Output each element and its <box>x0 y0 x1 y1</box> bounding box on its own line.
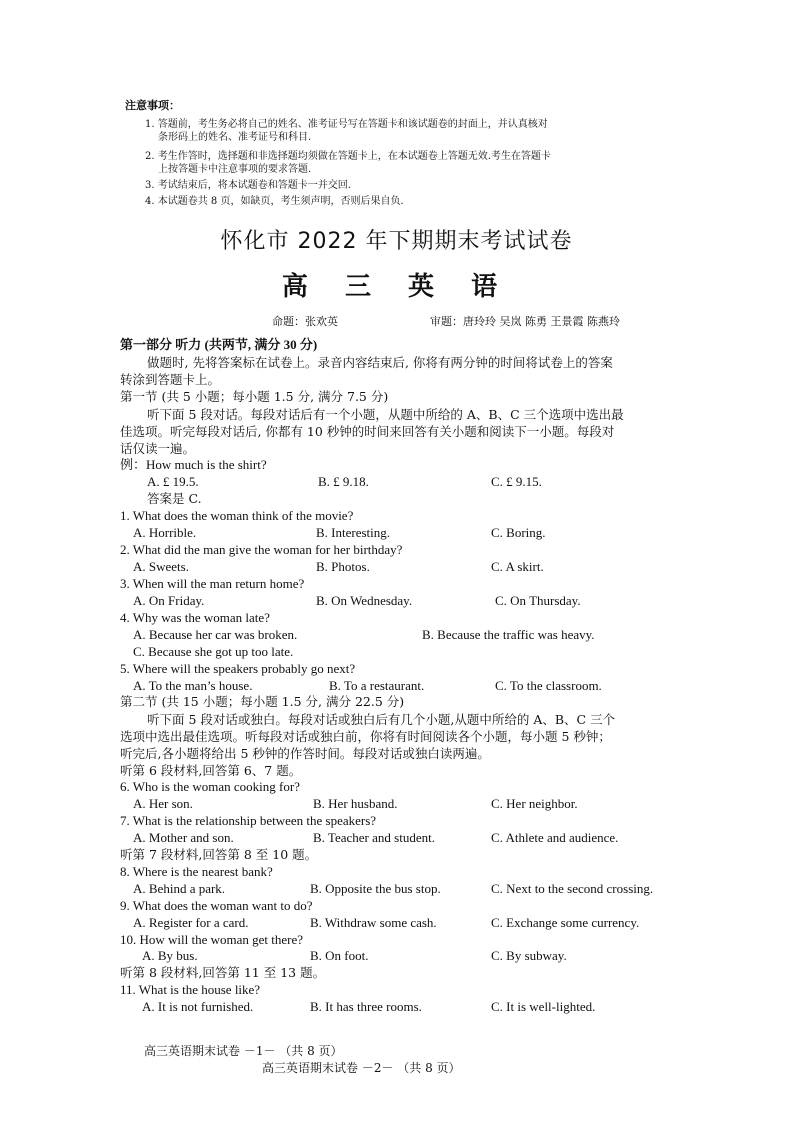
question-8: 8. Where is the nearest bank? <box>120 864 273 879</box>
q9-option-b: B. Withdraw some cash. <box>310 915 437 930</box>
q7-option-c: C. Athlete and audience. <box>491 830 619 845</box>
q11-option-a: A. It is not furnished. <box>142 999 254 1014</box>
section2-inst-1: 听下面 5 段对话或独白。每段对话或独白后有几个小题,从题中所给的 A、B、C 三个 <box>147 712 616 727</box>
question-4: 4. Why was the woman late? <box>120 610 270 625</box>
material-8-note: 听第 8 段材料,回答第 11 至 13 题。 <box>120 965 326 980</box>
q3-option-b: B. On Wednesday. <box>316 593 413 608</box>
q4-option-b: B. Because the traffic was heavy. <box>422 627 595 642</box>
q5-option-c: C. To the classroom. <box>495 678 602 693</box>
section1-inst-3: 话仅读一遍。 <box>120 441 196 456</box>
question-2: 2. What did the man give the woman for her birthday? <box>120 542 403 557</box>
exam-subtitle: 高 三 英 语 <box>281 272 512 302</box>
footer-page-2: 高三英语期末试卷 －2－ （共 8 页） <box>262 1061 461 1075</box>
notice-line-5: 3. 考试结束后，将本试题卷和答题卡一并交回. <box>145 180 351 191</box>
section2-inst-3: 听完后,各小题将给出 5 秒钟的作答时间。每段对话或独白读两遍。 <box>120 746 490 761</box>
section1-heading: 第一节 (共 5 小题；每小题 1.5 分, 满分 7.5 分) <box>120 389 389 404</box>
q8-option-c: C. Next to the second crossing. <box>491 881 654 896</box>
q9-option-a: A. Register for a card. <box>133 915 249 930</box>
q3-option-c: C. On Thursday. <box>495 593 581 608</box>
notice-line-3: 2. 考生作答时，选择题和非选择题均须做在答题卡上，在本试题卷上答题无效.考生在答题卡 <box>145 151 551 162</box>
q10-option-c: C. By subway. <box>491 948 567 963</box>
question-3: 3. When will the man return home? <box>120 576 305 591</box>
q7-option-a: A. Mother and son. <box>133 830 234 845</box>
q10-option-b: B. On foot. <box>310 948 369 963</box>
part1-intro-1: 做题时, 先将答案标在试卷上。录音内容结束后, 你将有两分钟的时间将试卷上的答案 <box>147 355 613 370</box>
q11-option-b: B. It has three rooms. <box>310 999 422 1014</box>
notice-line-6: 4. 本试题卷共 8 页，如缺页，考生须声明，否则后果自负. <box>145 196 404 207</box>
q6-option-c: C. Her neighbor. <box>491 796 578 811</box>
question-1: 1. What does the woman think of the movie? <box>120 508 354 523</box>
question-9: 9. What does the woman want to do? <box>120 898 313 913</box>
example-answer: 答案是 C. <box>147 491 202 506</box>
question-10: 10. How will the woman get there? <box>120 932 304 947</box>
example-question: 例：How much is the shirt? <box>120 457 267 472</box>
question-5: 5. Where will the speakers probably go next? <box>120 661 356 676</box>
notice-line-2: 条形码上的姓名、准考证号和科目. <box>158 132 312 143</box>
q11-option-c: C. It is well-lighted. <box>491 999 596 1014</box>
q1-option-b: B. Interesting. <box>316 525 391 540</box>
part1-intro-2: 转涂到答题卡上。 <box>120 372 221 387</box>
section1-inst-1: 听下面 5 段对话。每段对话后有一个小题，从题中所给的 A、B、C 三个选项中选出最 <box>147 407 624 422</box>
material-6-note: 听第 6 段材料,回答第 6、7 题。 <box>120 763 302 778</box>
q4-option-c: C. Because she got up too late. <box>133 644 294 659</box>
q6-option-b: B. Her husband. <box>313 796 398 811</box>
q9-option-c: C. Exchange some currency. <box>491 915 640 930</box>
q10-option-a: A. By bus. <box>142 948 198 963</box>
q3-option-a: A. On Friday. <box>133 593 205 608</box>
part1-heading: 第一部分 听力 (共两节, 满分 30 分) <box>120 337 318 352</box>
notice-title: 注意事项： <box>125 99 180 112</box>
q8-option-a: A. Behind a park. <box>133 881 226 896</box>
q1-option-c: C. Boring. <box>491 525 546 540</box>
reviewers: 审题：唐玲玲 吴岚 陈勇 王景霞 陈燕玲 <box>430 315 620 328</box>
q5-option-a: A. To the man’s house. <box>133 678 253 693</box>
example-option-c: C. £ 9.15. <box>491 474 542 489</box>
section2-inst-2: 选项中选出最佳选项。听每段对话或独白前，你将有时间阅读各个小题，每小题 5 秒钟； <box>120 729 611 744</box>
example-option-a: A. £ 19.5. <box>147 474 199 489</box>
footer-page-1: 高三英语期末试卷 －1－ （共 8 页） <box>144 1044 343 1058</box>
notice-line-1: 1. 答题前，考生务必将自己的姓名、准考证号写在答题卡和该试题卷的封面上，并认真核对 <box>145 119 548 130</box>
exam-title: 怀化市 2022 年下期期末考试试卷 <box>220 229 573 254</box>
setter: 命题：张欢英 <box>272 315 338 328</box>
q7-option-b: B. Teacher and student. <box>313 830 435 845</box>
material-7-note: 听第 7 段材料,回答第 8 至 10 题。 <box>120 847 318 862</box>
question-11: 11. What is the house like? <box>120 982 261 997</box>
q1-option-a: A. Horrible. <box>133 525 197 540</box>
q4-option-a: A. Because her car was broken. <box>133 627 298 642</box>
section1-inst-2: 佳选项。听完每段对话后, 你都有 10 秒钟的时间来回答有关小题和阅读下一小题。每段对 <box>120 424 615 439</box>
section2-heading: 第二节 (共 15 小题；每小题 1.5 分, 满分 22.5 分) <box>120 694 405 709</box>
q2-option-b: B. Photos. <box>316 559 370 574</box>
q8-option-b: B. Opposite the bus stop. <box>310 881 441 896</box>
q6-option-a: A. Her son. <box>133 796 193 811</box>
question-7: 7. What is the relationship between the speakers? <box>120 813 377 828</box>
example-option-b: B. £ 9.18. <box>318 474 369 489</box>
q5-option-b: B. To a restaurant. <box>329 678 425 693</box>
notice-line-4: 上按答题卡中注意事项的要求答题. <box>158 164 312 175</box>
question-6: 6. Who is the woman cooking for? <box>120 779 300 794</box>
q2-option-a: A. Sweets. <box>133 559 189 574</box>
q2-option-c: C. A skirt. <box>491 559 544 574</box>
